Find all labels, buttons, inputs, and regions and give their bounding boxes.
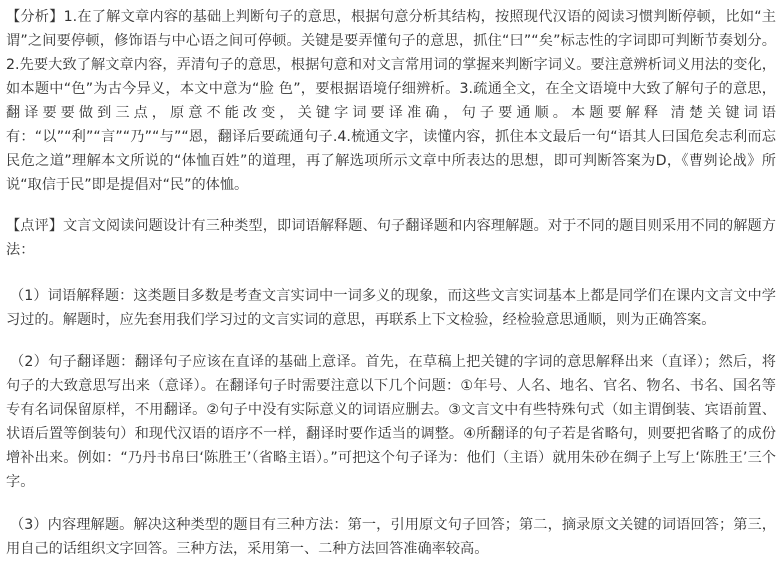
comment-tag: 【点评】 bbox=[6, 218, 64, 234]
comment-paragraph bbox=[6, 214, 776, 262]
comment-text: 文言文阅读问题设计有三种类型，即词语解释题、句子翻译题和内容理解题。对于不同的题目则采用不同的解题方法： bbox=[6, 218, 776, 258]
analysis-tag: 【分析】 bbox=[6, 9, 64, 25]
word-explanation-paragraph: （1）词语解释题：这类题目多数是考查文言实词中一词多义的现象，而这些文言实词基本上都是同学们在课内文言文中学习过的。解题时，应先套用我们学习过的文言实词的意思，再联系上下文检验，经检验意思通顺，则为正确答案。 bbox=[6, 288, 776, 328]
content-understanding-paragraph: （3）内容理解题。解决这种类型的题目有三种方法：第一，引用原文句子回答；第二，摘录原文关键的词语回答；第三，用自己的话组织文字回答。三种方法，采用第一、二种方法回答准确率较高。 bbox=[6, 517, 776, 557]
explanation-document bbox=[0, 5, 780, 561]
sentence-translation-paragraph: （2）句子翻译题：翻译句子应该在直译的基础上意译。首先，在草稿上把关键的字词的意思解释出来（直译）；然后，将句子的大致意思写出来（意译）。在翻译句子时需要注意以下几个问题：①年号、人名、地名、官名、物名、书名、国名等专有名词保留原样，不用翻译。②句子中没有实际意义的词语应删去。③文言文中有些特殊句式（如主谓倒装、宾语前置、状语后置等倒装句）和现代汉语的语序不一样，翻译时要作适当的调整。④所翻译的句子若是省略句，则要把省略了的成份增补出来。例如：“乃丹书帛曰‘陈胜王’（省略主语）。”可把这个句子译为：他们（主语）就用朱砂在绸子上写上‘陈胜王’三个字。 bbox=[6, 354, 776, 490]
analysis-paragraph bbox=[6, 5, 776, 197]
analysis-text: 1.在了解文章内容的基础上判断句子的意思，根据句意分析其结构，按照现代汉语的阅读习惯判断停顿，比如“主谓”之间要停顿，修饰语与中心语之间可停顿。关键是要弄懂句子的意思，抓住“曰”“矣”标志性的字词即可判断节奏划分。2.先要大致了解文章内容，弄清句子的意思，根据句意和对文言常用词的掌握来判断字词义。要注意辨析词义用法的变化，如本题中“色”为古今异义，本文中意为“脸 色”，要根据语境仔细辨析。3.疏通全文，在全文语境中大致了解句子的意思，翻译要要做到三点，原意不能改变，关键字词要译准确，句子要通顺。本题要解释 清楚关键词语有：“以”“利”“言”“乃”“与”“恩，翻译后要疏通句子.4.梳通文字，读懂内容，抓住本文最后一句“语其人曰国危矣志利而忘民危之道”理解本文所说的“体恤百姓”的道理，再了解选项所示文章中所表达的思想，即可判断答案为D，《曹刿论战》所说“取信于民”即是提倡对“民”的体恤。 bbox=[6, 9, 776, 193]
